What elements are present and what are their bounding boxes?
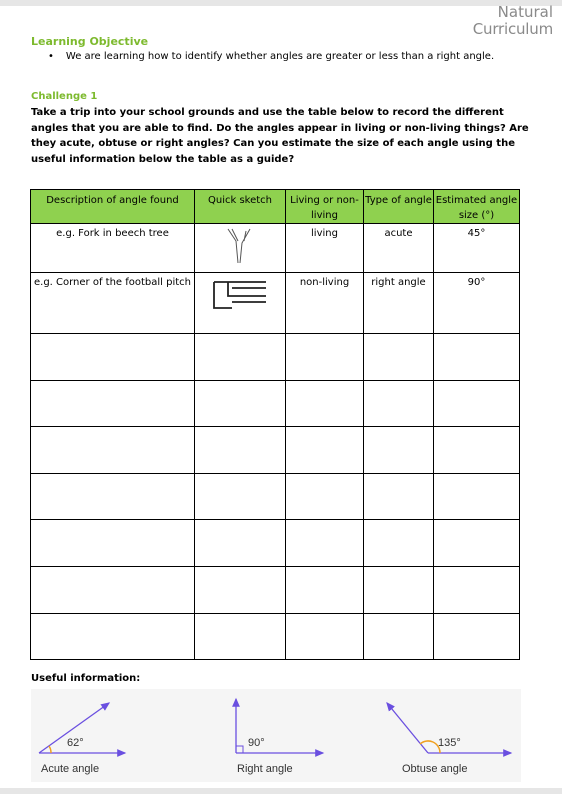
cell-size: 45° <box>434 224 520 273</box>
blank-cell[interactable] <box>195 613 286 660</box>
cell-living: living <box>286 224 364 273</box>
header-size: Estimated angle size (°) <box>434 190 520 224</box>
useful-information-title: Useful information: <box>31 673 141 684</box>
empty-row <box>31 613 520 660</box>
blank-cell[interactable] <box>286 520 364 567</box>
blank-cell[interactable] <box>31 613 195 660</box>
cell-type: acute <box>364 224 434 273</box>
table-header-row <box>31 190 520 224</box>
cell-living: non-living <box>286 273 364 334</box>
blank-cell[interactable] <box>31 334 195 381</box>
bottom-bar <box>0 788 562 794</box>
blank-cell[interactable] <box>286 613 364 660</box>
blank-cell[interactable] <box>31 473 195 520</box>
acute-angle-label: Acute angle <box>41 763 100 775</box>
blank-cell[interactable] <box>434 427 520 474</box>
blank-cell[interactable] <box>31 520 195 567</box>
learning-objective-text: We are learning how to identify whether angles are greater or less than a right angle. <box>65 51 495 62</box>
blank-cell[interactable] <box>434 520 520 567</box>
blank-cell[interactable] <box>286 380 364 427</box>
blank-cell[interactable] <box>434 613 520 660</box>
blank-cell[interactable] <box>195 334 286 381</box>
blank-cell[interactable] <box>286 334 364 381</box>
blank-cell[interactable] <box>286 566 364 613</box>
table-row <box>31 273 520 334</box>
blank-cell[interactable] <box>364 566 434 613</box>
cell-sketch <box>195 273 286 334</box>
bullet-icon: • <box>48 51 54 62</box>
header-living: Living or non-living <box>286 190 364 224</box>
blank-cell[interactable] <box>195 427 286 474</box>
blank-cell[interactable] <box>31 566 195 613</box>
learning-objective-bullet <box>48 51 494 62</box>
cell-type: right angle <box>364 273 434 334</box>
blank-cell[interactable] <box>364 380 434 427</box>
logo-line2: Curriculum <box>472 20 553 38</box>
blank-cell[interactable] <box>195 520 286 567</box>
blank-cell[interactable] <box>434 380 520 427</box>
blank-cell[interactable] <box>195 380 286 427</box>
empty-row <box>31 334 520 381</box>
blank-cell[interactable] <box>364 427 434 474</box>
right-angle-value: 90° <box>248 737 265 749</box>
blank-cell[interactable] <box>364 613 434 660</box>
challenge-title: Challenge 1 <box>31 91 98 102</box>
table-row <box>31 224 520 273</box>
blank-cell[interactable] <box>364 473 434 520</box>
natural-curriculum-logo <box>443 4 553 38</box>
blank-cell[interactable] <box>286 473 364 520</box>
cell-description: e.g. Fork in beech tree <box>31 224 195 273</box>
blank-cell[interactable] <box>195 566 286 613</box>
obtuse-angle-value: 135° <box>438 737 461 749</box>
blank-cell[interactable] <box>286 427 364 474</box>
blank-cell[interactable] <box>434 473 520 520</box>
header-type: Type of angle <box>364 190 434 224</box>
blank-cell[interactable] <box>31 427 195 474</box>
empty-row <box>31 427 520 474</box>
blank-cell[interactable] <box>434 566 520 613</box>
cell-description: e.g. Corner of the football pitch <box>31 273 195 334</box>
logo-line1: Natural <box>497 3 553 21</box>
challenge-text: Take a trip into your school grounds and use the table below to record the different angles that you are able to find. Do the angles appear in living or non-living things? Are they acute, obtuse or right angles? Can you estimate the size of each angle using the useful information below the table as a guide? <box>31 107 529 165</box>
empty-row <box>31 473 520 520</box>
blank-cell[interactable] <box>364 520 434 567</box>
learning-objective-title: Learning Objective <box>31 35 149 48</box>
empty-row <box>31 520 520 567</box>
empty-row <box>31 566 520 613</box>
cell-size: 90° <box>434 273 520 334</box>
acute-angle-value: 62° <box>67 737 84 749</box>
pitch-corner-sketch <box>208 276 272 312</box>
blank-cell[interactable] <box>434 334 520 381</box>
empty-row <box>31 380 520 427</box>
cell-sketch <box>195 224 286 273</box>
obtuse-angle-label: Obtuse angle <box>402 763 468 775</box>
blank-cell[interactable] <box>364 334 434 381</box>
angles-table <box>30 189 520 660</box>
blank-cell[interactable] <box>195 473 286 520</box>
right-angle-label: Right angle <box>237 763 293 775</box>
tree-fork-sketch <box>220 227 260 267</box>
header-description: Description of angle found <box>31 190 195 224</box>
header-sketch: Quick sketch <box>195 190 286 224</box>
blank-cell[interactable] <box>31 380 195 427</box>
